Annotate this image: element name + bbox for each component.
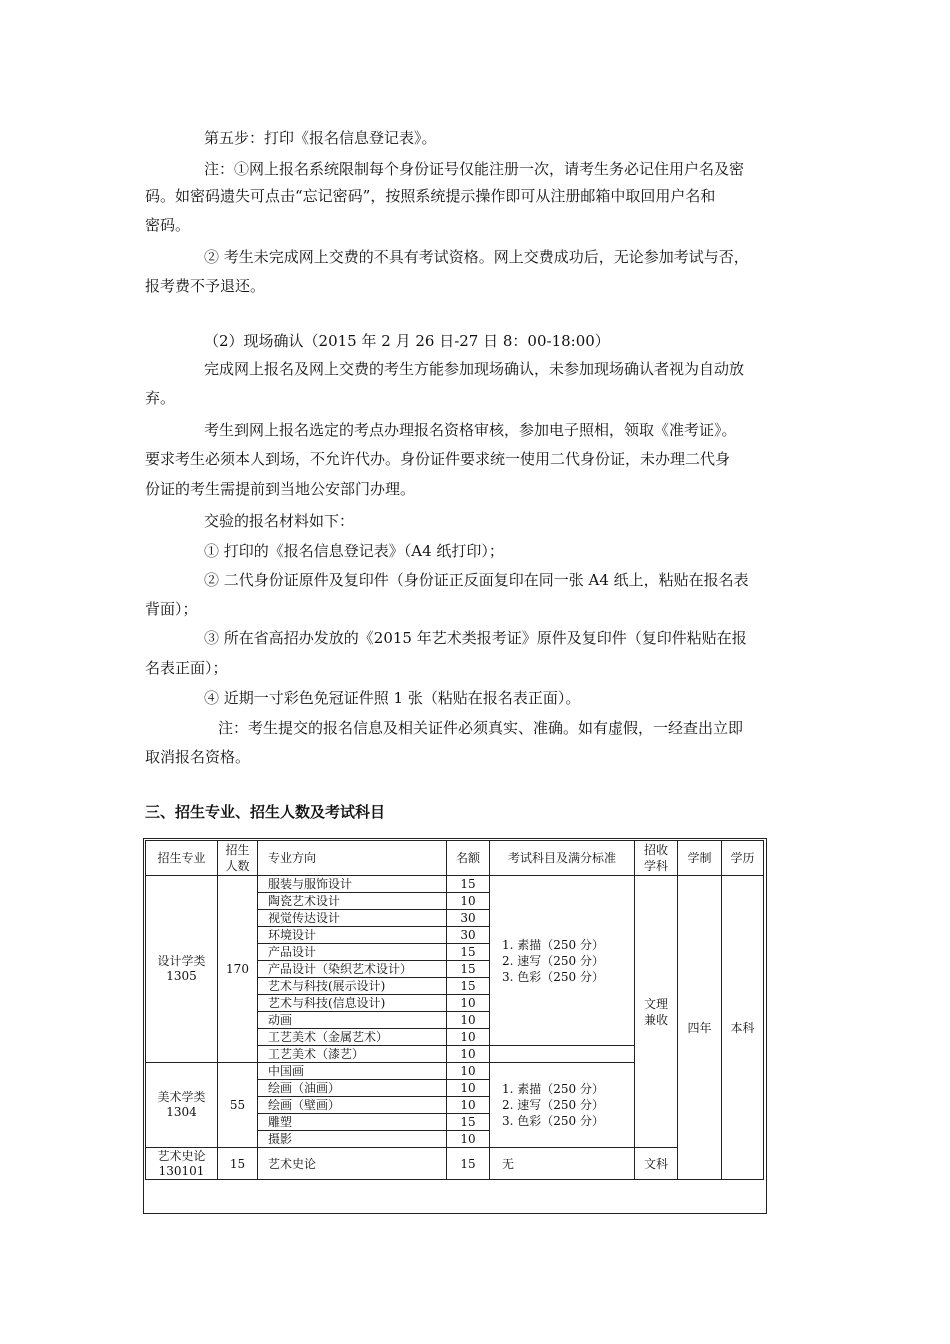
stream-cell: 文理 兼收: [635, 876, 678, 1148]
direction-cell: 绘画（油画）: [258, 1080, 447, 1097]
quota-cell: 15: [447, 1148, 490, 1180]
paragraph-line: （2）现场确认（2015 年 2 月 26 日-27 日 8：00-18:00）: [204, 332, 610, 350]
direction-cell: 雕塑: [258, 1114, 447, 1131]
table-row: [146, 876, 764, 893]
quota-cell: 10: [447, 1029, 490, 1046]
header-duration: 学制: [678, 841, 722, 876]
direction-cell: 艺术史论: [258, 1148, 447, 1180]
quota-cell: 10: [447, 1080, 490, 1097]
direction-cell: 摄影: [258, 1131, 447, 1148]
direction-cell: 工艺美术（金属艺术）: [258, 1029, 447, 1046]
quota-cell: 10: [447, 1063, 490, 1080]
table-row: [146, 1148, 764, 1180]
major-total: 15: [218, 1148, 258, 1180]
quota-cell: 10: [447, 1012, 490, 1029]
quota-cell: 10: [447, 1046, 490, 1063]
direction-cell: 产品设计: [258, 944, 447, 961]
header-count: 招生 人数: [218, 841, 258, 876]
quota-cell: 15: [447, 978, 490, 995]
duration-cell: 四年: [678, 876, 722, 1180]
direction-cell: 陶瓷艺术设计: [258, 893, 447, 910]
header-quota: 名额: [447, 841, 490, 876]
quota-cell: 10: [447, 1131, 490, 1148]
paragraph-line: 交验的报名材料如下：: [204, 512, 355, 530]
quota-cell: 15: [447, 944, 490, 961]
paragraph-line: 注：考生提交的报名信息及相关证件必须真实、准确。如有虚假，一经查出立即: [218, 719, 744, 737]
paragraph-line: 背面）；: [145, 600, 198, 618]
paragraph-line: 码。如密码遗失可点击“忘记密码”，按照系统提示操作即可从注册邮箱中取回用户名和: [145, 187, 716, 205]
paragraph-line: ③ 所在省高招办发放的《2015 年艺术类报考证》原件及复印件（复印件粘贴在报: [204, 629, 747, 647]
paragraph-line: 份证的考生需提前到当地公安部门办理。: [145, 480, 416, 498]
paragraph-line: 完成网上报名及网上交费的考生方能参加现场确认，未参加现场确认者视为自动放: [204, 360, 745, 378]
degree-cell: 本科: [722, 876, 764, 1180]
stream-cell: 文科: [635, 1148, 678, 1180]
quota-cell: 15: [447, 961, 490, 978]
direction-cell: 环境设计: [258, 927, 447, 944]
paragraph-line: 要求考生必须本人到场，不允许代办。身份证件要求统一使用二代身份证，未办理二代身: [145, 450, 731, 468]
paragraph-line: 注：①网上报名系统限制每个身份证号仅能注册一次，请考生务必记住用户名及密: [204, 160, 745, 178]
major-total: 55: [218, 1063, 258, 1148]
direction-cell: 服装与服饰设计: [258, 876, 447, 893]
paragraph-line: 第五步：打印《报名信息登记表》。: [204, 129, 437, 147]
quota-cell: 15: [447, 876, 490, 893]
direction-cell: 艺术与科技(信息设计): [258, 995, 447, 1012]
major-fine-art: 美术学类 1304: [146, 1063, 218, 1148]
header-major: 招生专业: [146, 841, 218, 876]
direction-cell: 动画: [258, 1012, 447, 1029]
paragraph-line: 弃。: [145, 389, 176, 407]
paragraph-line: ④ 近期一寸彩色免冠证件照 1 张（粘贴在报名表正面）。: [204, 689, 581, 707]
paragraph-line: 密码。: [145, 216, 191, 234]
enrollment-table: [145, 840, 764, 1180]
paragraph-line: 取消报名资格。: [145, 748, 251, 766]
direction-cell: 产品设计（染织艺术设计）: [258, 961, 447, 978]
paragraph-line: ① 打印的《报名信息登记表》（A4 纸打印）；: [204, 542, 504, 560]
quota-cell: 30: [447, 927, 490, 944]
major-design: 设计学类 1305: [146, 876, 218, 1063]
major-total: 170: [218, 876, 258, 1063]
quota-cell: 10: [447, 1097, 490, 1114]
header-direction: 专业方向: [258, 841, 447, 876]
quota-cell: 10: [447, 893, 490, 910]
section-heading: 三、招生专业、招生人数及考试科目: [145, 803, 386, 821]
header-subjects: 考试科目及满分标准: [490, 841, 635, 876]
empty-cell: [490, 1046, 635, 1063]
paragraph-line: 名表正面）；: [145, 659, 228, 677]
paragraph-line: ② 二代身份证原件及复印件（身份证正反面复印在同一张 A4 纸上，粘贴在报名表: [204, 571, 749, 589]
direction-cell: 工艺美术（漆艺）: [258, 1046, 447, 1063]
direction-cell: 艺术与科技(展示设计): [258, 978, 447, 995]
exam-subjects: 1. 素描（250 分） 2. 速写（250 分） 3. 色彩（250 分）: [490, 876, 635, 1046]
exam-subjects: 1. 素描（250 分） 2. 速写（250 分） 3. 色彩（250 分）: [490, 1063, 635, 1148]
direction-cell: 中国画: [258, 1063, 447, 1080]
paragraph-line: 报考费不予退还。: [145, 277, 266, 295]
table-header-row: [146, 841, 764, 876]
header-stream: 招收 学科: [635, 841, 678, 876]
direction-cell: 视觉传达设计: [258, 910, 447, 927]
quota-cell: 30: [447, 910, 490, 927]
direction-cell: 绘画（壁画）: [258, 1097, 447, 1114]
quota-cell: 15: [447, 1114, 490, 1131]
quota-cell: 10: [447, 995, 490, 1012]
exam-subjects: 无: [490, 1148, 635, 1180]
major-art-history: 艺术史论 130101: [146, 1148, 218, 1180]
paragraph-line: ② 考生未完成网上交费的不具有考试资格。网上交费成功后，无论参加考试与否，: [204, 248, 749, 266]
paragraph-line: 考生到网上报名选定的考点办理报名资格审核，参加电子照相，领取《准考证》。: [204, 421, 737, 439]
header-degree: 学历: [722, 841, 764, 876]
